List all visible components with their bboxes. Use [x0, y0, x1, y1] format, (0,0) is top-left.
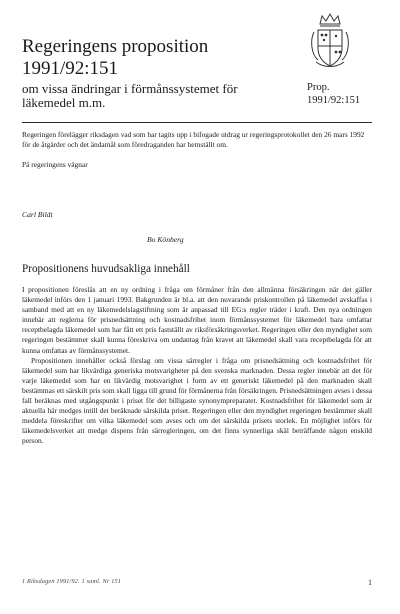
section-heading: Propositionens huvudsakliga innehåll	[22, 263, 190, 275]
document-subtitle	[22, 82, 238, 110]
header-divider	[22, 122, 372, 123]
signature-minister: Bo Könberg	[147, 235, 184, 244]
prop-label-line-2: 1991/92:151	[307, 95, 361, 106]
signature-prime-minister: Carl Bildt	[22, 210, 53, 219]
section-body	[22, 285, 372, 447]
proposition-label	[307, 81, 360, 107]
body-paragraph-1: I propositionen föreslås att en ny ordning i fråga om förmåner från den allmänna försäkringen när det gäller läkemedel införs den 1 januari 1993. Bakgrunden är bl.a. att den nuvarande priskontrollen på läkemedel avskaffas i samband med att en ny läkemedelslagstiftning som är anpassad till EG:s regler träder i kraft. Den nya ordningen innebär att reglerna för prisnedsättning och kostnadsfrihet inom förmånssystemet för läkemedel bara omfattar receptbelagda läkemedel som har fått ett pris fastställt av riksförsäkringsverket. Regeringen eller den myndighet som regeringen bestämmer skall kunna föreskriva om undantag från kravet att läkemedel skall vara receptbelagda för att kunna omfattas av förmånssystemet.	[22, 285, 372, 355]
page-number: 1	[368, 578, 372, 587]
prop-label-line-1: Prop.	[307, 82, 330, 93]
subtitle-line-1: om vissa ändringar i förmånssystemet för	[22, 81, 238, 96]
coat-of-arms-icon	[306, 10, 354, 70]
on-behalf-line: På regeringens vägnar	[22, 160, 88, 169]
title-line-2: 1991/92:151	[22, 58, 119, 79]
footer-source: 1 Riksdagen 1991/92. 1 saml. Nr 151	[22, 578, 122, 585]
title-line-1: Regeringens proposition	[22, 36, 209, 57]
subtitle-line-2: läkemedel m.m.	[22, 95, 106, 110]
document-title	[22, 36, 208, 80]
intro-text	[22, 130, 372, 170]
intro-paragraph: Regeringen förelägger riksdagen vad som har tagits upp i bifogade utdrag ur regeringsprotokollet den 26 mars 1992 för de åtgärder och det ändamål som föredraganden har hemställt om.	[22, 130, 365, 149]
body-paragraph-2: Propositionen innehåller också förslag om vissa särregler i fråga om prisnedsättning och kostnadsfrihet för läkemedel som har likvärdiga generiska motsvarigheter på den svenska marknaden. Dessa regler innebär att det för varje läkemedel som har en likvärdig motsvarighet i form av ett generiskt läkemedel på den marknaden skall bestämmas ett särskilt pris som skall ligga till grund för förmånerna från försäkringen. Prisnedsättningen avses i dessa fall beräknas med utgångspunkt i priset för det billigaste synonympreparatet. Kostnadsfrihet för läkemedel som är aktuella här medges intill det beräknade särskilda priset. Regeringen eller den myndighet regeringen bestämmer skall meddela föreskrifter om vilka läkemedel som avses och om det särskilda prisets storlek. En möjlighet införs för läkemedelsverket att medge dispens från särregleringen, om det finns synnerliga skäl beträffande någon enskild person.	[22, 355, 372, 446]
